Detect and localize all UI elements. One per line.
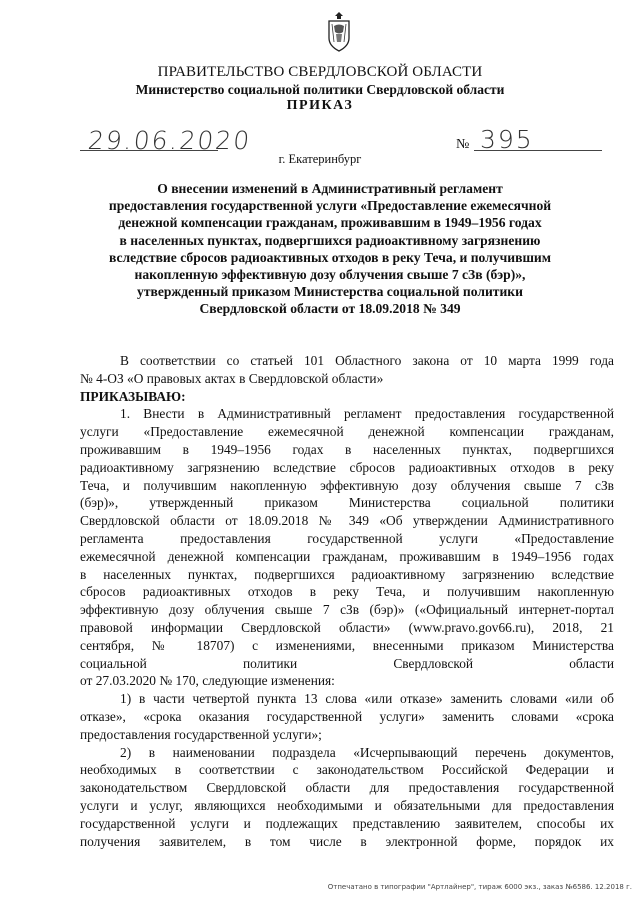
text-line: услуги «Предоставление ежемесячной денежной компенсации гражданам,	[80, 424, 614, 440]
text-line: отказе», «срока оказания государственной услуги» заменить словами «срока	[80, 708, 614, 724]
title-line: в населенных пунктах, подвергшихся радиоактивному загрязнению	[119, 232, 541, 248]
title-line: Свердловской области от 18.09.2018 № 349	[199, 301, 461, 317]
text-line: правовой информации Свердловской области» (www.pravo.gov66.ru), 2018, 21	[80, 619, 614, 635]
text-line: 2) в наименовании подраздела «Исчерпывающий перечень документов,	[120, 744, 614, 760]
text-line: социальной политики Свердловской области	[80, 655, 614, 671]
text-line: услуги и услуг, являющихся необходимыми и обязательными для предоставления	[80, 797, 614, 813]
title-line: денежной компенсации гражданам, проживавшим в 1949–1956 годах	[118, 215, 542, 231]
text-line: в населенных пунктах, подвергшихся радиоактивному загрязнению вследствие	[80, 566, 614, 582]
text-line: государственной услуги и подлежащих представлению заявителем, способы их	[80, 815, 614, 831]
text-line: Теча, и получившим накопленную эффективную дозу облучения свыше 7 сЗв	[80, 477, 614, 493]
handwritten-number: 395	[480, 125, 534, 154]
title-line: вследствие сбросов радиоактивных отходов в реку Теча, и получившим	[108, 249, 552, 265]
title-line: О внесении изменений в Административный регламент	[157, 181, 503, 196]
number-underline	[474, 150, 602, 151]
text-line: 1. Внести в Административный регламент предоставления государственной	[120, 406, 614, 422]
title-line: утвержденный приказом Министерства социальной политики	[137, 284, 523, 300]
item-1-2-paragraph	[80, 744, 614, 851]
text-line: 1) в части четвертой пункта 13 слова «или отказе» заменить словами «или об	[120, 691, 614, 707]
text-line: проживавшим в 1949–1956 годах в населенных пунктах, подвергшихся	[80, 441, 614, 457]
number-sign: №	[456, 137, 470, 152]
item-1-1-paragraph	[80, 690, 614, 743]
orders-word: ПРИКАЗЫВАЮ:	[80, 388, 186, 404]
text-line: ежемесячной денежной компенсации гражданам, проживавшим в 1949–1956 годах	[80, 548, 614, 564]
print-footer: Отпечатано в типографии "Артлайнер", тираж 6000 экз., заказ №6586. 12.2018 г.	[327, 883, 632, 891]
text-line: эффективную дозу облучения свыше 7 сЗв (бэр)» («Официальный интернет-портал	[80, 602, 614, 618]
city-name: г. Екатеринбург	[278, 152, 362, 166]
item-1-paragraph	[80, 405, 614, 690]
text-line: сентября, № 18707) с изменениями, внесенными приказом Министерства	[80, 637, 614, 653]
order-title	[80, 180, 580, 318]
coat-of-arms-emblem	[326, 12, 352, 52]
text-line: от 27.03.2020 № 170, следующие изменения:	[80, 673, 335, 689]
text-line: Свердловской области от 18.09.2018 № 349 «Об утверждении Административного	[80, 513, 614, 529]
text-line: получения заявителем, в том числе в электронной форме, порядок их	[80, 833, 614, 849]
document-type: ПРИКАЗ	[286, 98, 354, 113]
text-line: регламента предоставления государственной услуги «Предоставление	[80, 530, 614, 546]
order-body	[80, 352, 614, 850]
title-line: предоставления государственной услуги «Предоставление ежемесячной	[108, 198, 552, 214]
date-underline	[80, 150, 218, 151]
text-line: В соответствии со статьей 101 Областного закона от 10 марта 1999 года	[120, 353, 614, 368]
preamble-paragraph	[80, 352, 614, 388]
text-line: радиоактивному загрязнению вследствие сбросов радиоактивных отходов в реку	[80, 459, 614, 475]
ministry-name: Министерство социальной политики Свердловской области	[135, 82, 505, 97]
text-line: предоставления государственной услуги»;	[80, 726, 322, 742]
government-title: ПРАВИТЕЛЬСТВО СВЕРДЛОВСКОЙ ОБЛАСТИ	[157, 64, 483, 80]
text-line: (бэр)», утвержденный приказом Министерства социальной политики	[80, 495, 614, 511]
text-line: № 4-ОЗ «О правовых актах в Свердловской области»	[80, 370, 384, 386]
title-line: накопленную эффективную дозу облучения свыше 7 сЗв (бэр)»,	[134, 267, 526, 283]
text-line: сбросов радиоактивных отходов в реку Теча, и получившим накопленную	[80, 584, 614, 600]
text-line: законодательством Свердловской области для предоставления государственной	[80, 780, 614, 796]
text-line: необходимых в соответствии с законодательством Российской Федерации и	[80, 762, 614, 778]
handwritten-date: 29.06.2020	[86, 126, 253, 155]
